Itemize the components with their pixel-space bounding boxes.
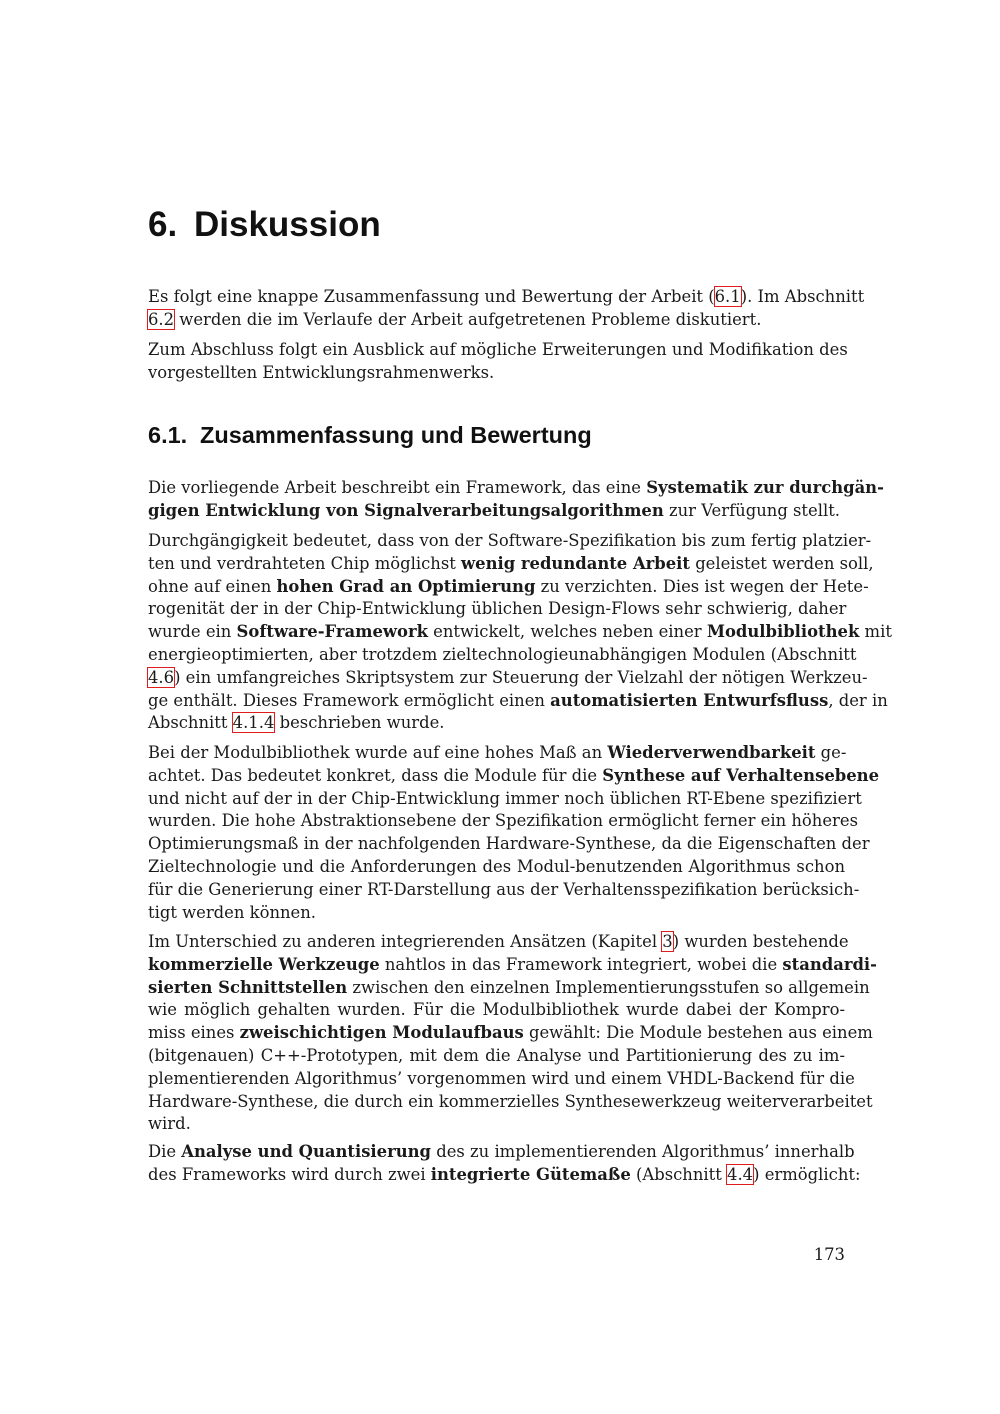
text-line <box>148 621 892 644</box>
text-run: Es folgt eine knappe Zusammenfassung und Bewertung der Arbeit ( <box>148 287 715 306</box>
text-line: und nicht auf der in der Chip-Entwicklung immer noch üblichen RT-Ebene spezifiziert <box>148 788 862 808</box>
text-line: plementierenden Algorithmus’ vorgenommen wird und einem VHDL-Backend für die <box>148 1068 855 1088</box>
text-run: Bei der Modulbibliothek wurde auf eine hohes Maß an <box>148 743 608 762</box>
paragraph-4 <box>148 931 877 1136</box>
text-run: , der in <box>828 690 888 710</box>
bold-text: Wiederverwendbarkeit <box>607 743 816 762</box>
text-line: wird. <box>148 1114 191 1134</box>
text-line <box>148 954 877 977</box>
text-run: ten und verdrahteten Chip möglichst <box>148 553 462 573</box>
bold-text: Software-Framework <box>236 622 428 642</box>
text-run: ge- <box>815 743 847 762</box>
text-line <box>148 1022 873 1045</box>
paragraph-5 <box>148 1141 861 1187</box>
text-line <box>148 1141 855 1164</box>
text-line: vorgestellten Entwicklungsrahmenwerks. <box>148 362 495 382</box>
chapter-heading <box>148 205 381 245</box>
text-line: Optimierungsmaß in der nachfolgenden Hardware-Synthese, da die Eigenschaften der <box>148 834 870 854</box>
bold-text: standardi- <box>782 954 877 974</box>
bold-text: gigen Entwicklung von Signalverarbeitungsalgorithmen <box>148 500 664 520</box>
section-link-4-1-4[interactable]: 4.1.4 <box>232 713 275 733</box>
text-line: wie möglich gehalten wurden. Für die Modulbibliothek wurde dabei der Kompro- <box>148 1000 845 1020</box>
text-line: energieoptimierten, aber trotzdem zieltechnologieunabhängigen Modulen (Abschnitt <box>148 644 857 664</box>
section-title: Zusammenfassung und Bewertung <box>200 422 592 448</box>
text-line <box>148 977 870 1000</box>
text-run: (Abschnitt <box>630 1164 728 1184</box>
text-run: nahtlos in das Framework integriert, wobei die <box>379 954 783 974</box>
text-line <box>148 477 884 500</box>
text-run: ). Im Abschnitt <box>740 287 865 306</box>
bold-text: sierten Schnittstellen <box>148 977 348 997</box>
text-run: miss eines <box>148 1023 240 1043</box>
text-run: ) wurden bestehende <box>672 932 849 951</box>
section-link-4-6[interactable]: 4.6 <box>148 667 175 687</box>
text-line: Zieltechnologie und die Anforderungen des Modul-benutzenden Algorithmus schon <box>148 856 845 876</box>
text-run: zu verzichten. Dies ist wegen der Hete- <box>535 576 869 596</box>
bold-text: Modulbibliothek <box>706 622 860 642</box>
text-line <box>148 742 845 765</box>
text-line <box>148 712 845 735</box>
text-run: ohne auf einen <box>148 576 277 596</box>
text-line <box>148 553 874 576</box>
text-run: ge enthält. Dieses Framework ermöglicht einen <box>148 690 551 710</box>
paragraph-3 <box>148 742 879 924</box>
intro-paragraph-2 <box>148 339 848 385</box>
text-run: mit <box>859 622 892 642</box>
text-run: Im Unterschied zu anderen integrierenden Ansätzen (Kapitel <box>148 932 663 951</box>
text-line: rogenität der in der Chip-Entwicklung üblichen Design-Flows sehr schwierig, daher <box>148 599 847 619</box>
text-run: ) ein umfangreiches Skriptsystem zur Steuerung der Vielzahl der nötigen Werkzeu- <box>174 667 868 687</box>
text-line <box>148 690 888 713</box>
text-line: Hardware-Synthese, die durch ein kommerzielles Synthesewerkzeug weiterverarbeitet <box>148 1091 873 1111</box>
text-line: wurden. Die hohe Abstraktionsebene der Spezifikation ermöglicht ferner ein höheres <box>148 811 858 831</box>
section-link-6-1[interactable]: 6.1 <box>714 287 741 306</box>
text-line <box>148 667 868 690</box>
page-number: 173 <box>813 1245 845 1264</box>
text-run: entwickelt, welches neben einer <box>427 622 707 642</box>
text-line <box>148 500 845 523</box>
paragraph-1 <box>148 477 884 523</box>
bold-text: automatisierten Entwurfsfluss <box>550 690 829 710</box>
text-run: achtet. Das bedeutet konkret, dass die Module für die <box>148 765 603 785</box>
text-line: (bitgenauen) C++-Prototypen, mit dem die Analyse und Partitionierung des zu im- <box>148 1045 845 1065</box>
text-line: Zum Abschluss folgt ein Ausblick auf mögliche Erweiterungen und Modifikation des <box>148 340 848 359</box>
intro-paragraph-1 <box>148 286 865 332</box>
text-line <box>148 576 869 599</box>
section-number: 6.1. <box>148 422 188 448</box>
text-line: für die Generierung einer RT-Darstellung aus der Verhaltensspezifikation berücksich- <box>148 879 860 899</box>
bold-text: wenig redundante Arbeit <box>461 553 690 573</box>
section-heading <box>148 422 592 449</box>
text-run: wurde ein <box>148 622 237 642</box>
paragraph-2 <box>148 530 892 735</box>
text-run: zwischen den einzelnen Implementierungsstufen so allgemein <box>347 977 870 997</box>
text-run: werden die im Verlaufe der Arbeit aufgetretenen Probleme diskutiert. <box>174 309 762 329</box>
text-line: tigt werden können. <box>148 902 317 922</box>
text-line <box>148 931 849 954</box>
text-run: geleistet werden soll, <box>689 553 874 573</box>
text-run: Die <box>148 1142 182 1161</box>
bold-text: zweischichtigen Modulaufbaus <box>239 1023 524 1043</box>
text-line <box>148 1164 861 1187</box>
text-run: zur Verfügung stellt. <box>663 500 841 520</box>
text-run: Abschnitt <box>148 713 233 733</box>
bold-text: kommerzielle Werkzeuge <box>148 954 380 974</box>
bold-text: hohen Grad an Optimierung <box>276 576 536 596</box>
chapter-title: Diskussion <box>194 205 381 244</box>
bold-text: Systematik zur durchgän- <box>646 478 884 497</box>
section-link-4-4[interactable]: 4.4 <box>727 1164 754 1184</box>
text-run: gewählt: Die Module bestehen aus einem <box>523 1023 873 1043</box>
bold-text: Synthese auf Verhaltensebene <box>602 765 879 785</box>
text-line <box>148 309 845 332</box>
chapter-number: 6. <box>148 205 178 244</box>
chapter-link-3[interactable]: 3 <box>662 932 673 951</box>
text-run: beschrieben wurde. <box>274 713 445 733</box>
text-line: Durchgängigkeit bedeutet, dass von der Software-Spezifikation bis zum fertig platzier- <box>148 531 872 550</box>
text-line <box>148 765 879 788</box>
bold-text: Analyse und Quantisierung <box>181 1142 432 1161</box>
bold-text: integrierte Gütemaße <box>430 1164 631 1184</box>
text-line <box>148 286 865 309</box>
text-run: Die vorliegende Arbeit beschreibt ein Framework, das eine <box>148 478 647 497</box>
section-link-6-2[interactable]: 6.2 <box>148 309 175 329</box>
text-run: des Frameworks wird durch zwei <box>148 1164 431 1184</box>
text-run: des zu implementierenden Algorithmus’ innerhalb <box>431 1142 855 1161</box>
text-run: ) ermöglicht: <box>753 1164 861 1184</box>
